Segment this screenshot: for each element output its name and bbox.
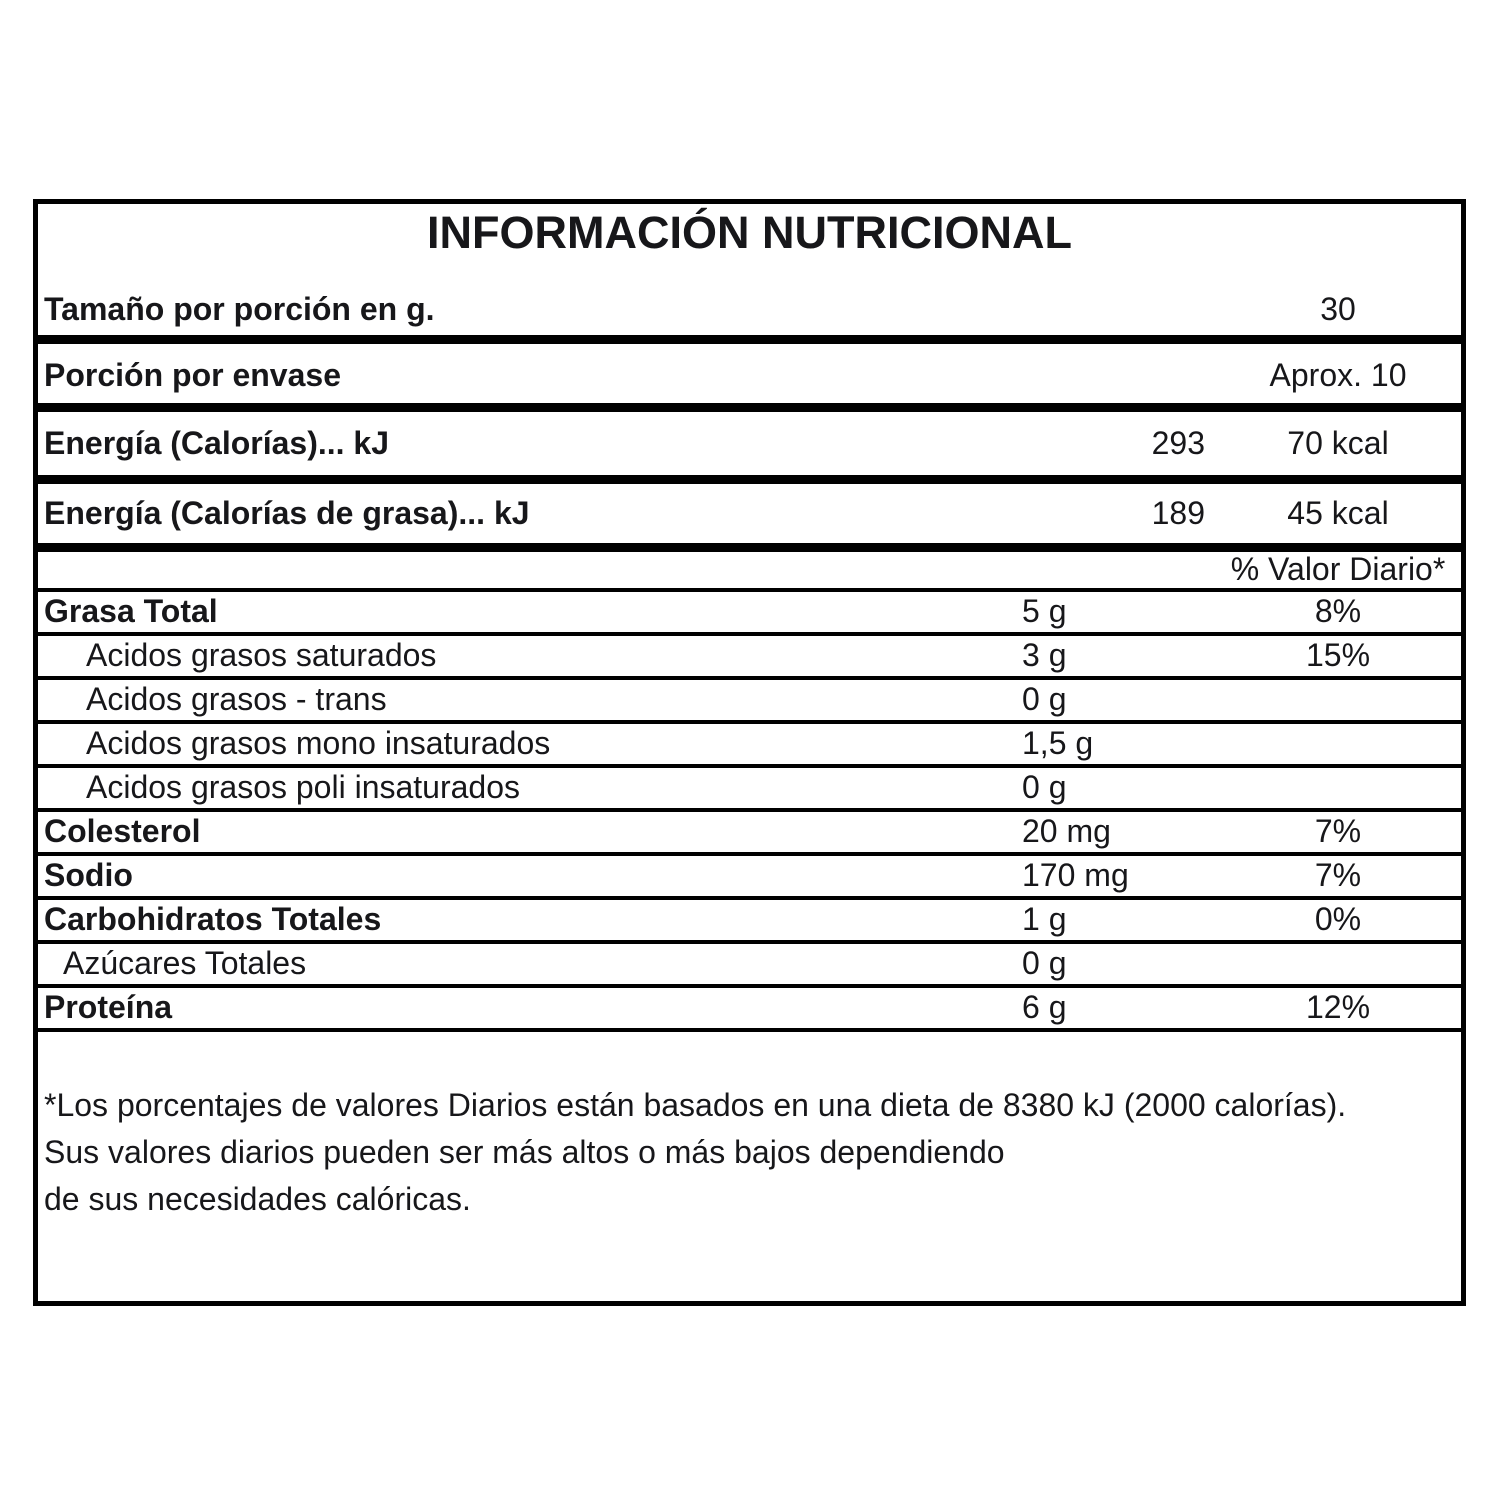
nutrient-amount: 5 g	[1022, 593, 1067, 630]
energy-calories-kj: 293	[1151, 424, 1205, 461]
energy-fat-calories-kcal: 45 kcal	[1287, 494, 1389, 531]
nutrient-row-trans-fat	[38, 680, 1461, 724]
servings-per-container-value: Aprox. 10	[1269, 356, 1407, 393]
energy-calories-row	[38, 412, 1461, 484]
nutrient-label: Acidos grasos mono insaturados	[86, 725, 551, 762]
serving-size-label: Tamaño por porción en g.	[44, 290, 435, 327]
nutrient-row-cholesterol	[38, 812, 1461, 856]
servings-per-container-label: Porción por envase	[44, 356, 341, 393]
nutrient-amount: 0 g	[1022, 769, 1067, 806]
table-title-row	[38, 204, 1461, 262]
footnote-line-2: Sus valores diarios pueden ser más altos o más bajos dependiendo	[44, 1134, 1005, 1170]
nutrient-label: Acidos grasos poli insaturados	[86, 769, 521, 806]
nutrient-label: Acidos grasos saturados	[86, 637, 437, 674]
nutrient-daily-value: 0%	[1314, 901, 1362, 938]
nutrient-label: Proteína	[44, 989, 173, 1026]
nutrient-row-total-sugars	[38, 944, 1461, 988]
daily-value-header: % Valor Diario*	[1230, 551, 1446, 588]
nutrient-row-total-fat	[38, 592, 1461, 636]
footnote-line-1: *Los porcentajes de valores Diarios están basados en una dieta de 8380 kJ (2000 calorías).	[44, 1087, 1347, 1123]
nutrient-amount: 20 mg	[1022, 813, 1111, 850]
energy-calories-label: Energía (Calorías)... kJ	[44, 424, 390, 461]
nutrient-amount: 0 g	[1022, 681, 1067, 718]
nutrient-amount: 170 mg	[1022, 857, 1129, 894]
nutrition-facts-table	[33, 199, 1466, 1306]
nutrient-row-total-carbohydrate	[38, 900, 1461, 944]
energy-fat-calories-row	[38, 484, 1461, 552]
nutrient-amount: 6 g	[1022, 989, 1067, 1026]
nutrient-daily-value: 12%	[1305, 989, 1371, 1026]
nutrient-label: Azúcares Totales	[63, 945, 307, 982]
nutrient-label: Acidos grasos - trans	[86, 681, 387, 718]
energy-fat-calories-kj: 189	[1151, 494, 1205, 531]
nutrient-row-monounsaturated-fat	[38, 724, 1461, 768]
nutrient-daily-value: 15%	[1305, 637, 1371, 674]
nutrient-daily-value: 7%	[1314, 857, 1362, 894]
energy-calories-kcal: 70 kcal	[1287, 424, 1389, 461]
nutrient-row-protein	[38, 988, 1461, 1032]
nutrient-row-saturated-fat	[38, 636, 1461, 680]
nutrient-amount: 1,5 g	[1022, 725, 1094, 762]
nutrient-label: Carbohidratos Totales	[44, 901, 382, 938]
servings-per-container-row	[38, 344, 1461, 412]
footnote-line-3: de sus necesidades calóricas.	[44, 1181, 471, 1217]
nutrient-label: Grasa Total	[44, 593, 218, 630]
daily-value-header-row	[38, 552, 1461, 592]
nutrient-daily-value: 8%	[1314, 593, 1362, 630]
nutrient-amount: 1 g	[1022, 901, 1067, 938]
daily-value-footnote	[38, 1032, 1461, 1223]
nutrient-label: Colesterol	[44, 813, 201, 850]
nutrient-daily-value: 7%	[1314, 813, 1362, 850]
nutrient-amount: 0 g	[1022, 945, 1067, 982]
nutrient-row-sodium	[38, 856, 1461, 900]
energy-fat-calories-label: Energía (Calorías de grasa)... kJ	[44, 494, 530, 531]
table-title: INFORMACIÓN NUTRICIONAL	[427, 207, 1072, 259]
serving-size-value: 30	[1320, 290, 1356, 327]
nutrient-amount: 3 g	[1022, 637, 1067, 674]
nutrient-label: Sodio	[44, 857, 133, 894]
nutrient-row-polyunsaturated-fat	[38, 768, 1461, 812]
serving-size-row	[38, 262, 1461, 344]
